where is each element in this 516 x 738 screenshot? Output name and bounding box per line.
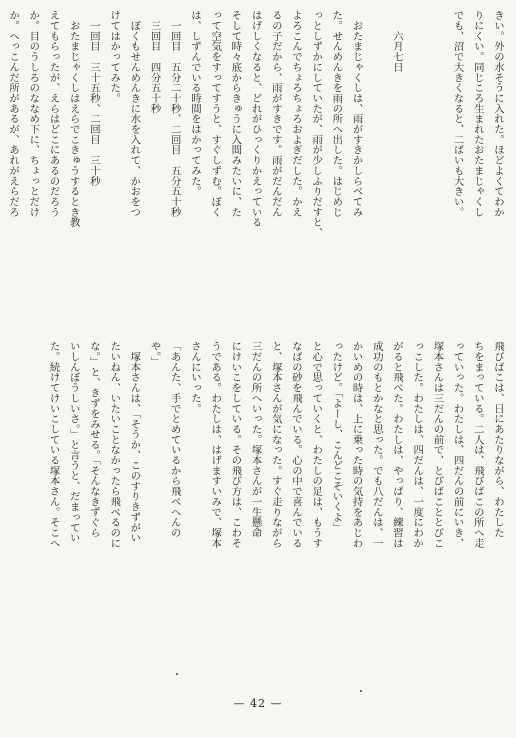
text-column: がると飛べた。わたしは、やっぱり、練習は: [390, 341, 403, 549]
text-column: た。続けてけいこしている塚本さん。そこへ: [47, 341, 60, 549]
text-column: [367, 10, 387, 328]
text-column: そして時々底からきゅうに入間みたいに、た: [229, 10, 242, 218]
text-column: でも、沼で大きくなると、二ばいも大きい。: [451, 10, 464, 218]
text-column: よろこんでちょろちょろおよぎだした。かえ: [289, 10, 302, 218]
text-column: なばの砂を飛んでいる。心の中で喜んでいる: [289, 341, 302, 549]
text-column: っていった。わたしは、四だんの前にいき、: [451, 341, 464, 549]
text-column: 塚本さんは三だんの前で、とびばこととびこ: [431, 341, 444, 549]
text-column: っこした。わたしは、四だんは、一度にわか: [411, 341, 424, 549]
text-column: [23, 341, 43, 687]
text-column: きい。外の水そうに入れた。ほどよくてわか: [492, 10, 504, 218]
text-column: っとしずかにしていたが、雨が少しふりだすと、: [310, 10, 323, 238]
text-column: ぼくもせんめんきに水を入れて、かおをつ: [128, 10, 141, 218]
text-column: たいねん、いたいことなかったら飛べるのに: [108, 341, 121, 549]
text-column: か。へっこんだ所があるが、あれがえらだろ: [7, 10, 20, 218]
text-column: って空気をすってすうと、すぐしずむ。ぼく: [209, 10, 222, 218]
upper-text-block: [0, 10, 508, 328]
text-column: や。」: [148, 341, 161, 367]
text-column: うである。わたしは、はげますいみで、塚本: [209, 341, 222, 549]
text-column: さんにいった。: [188, 341, 201, 414]
text-column: かいめの時は、上に乗った時の気持をあじわ: [350, 341, 363, 549]
text-column: と心で思っていくと、わたしの足は、もうす: [310, 341, 323, 549]
print-speck: [176, 673, 178, 675]
text-column: 塚本さんは、「そうか、このすりきずがい: [128, 341, 141, 543]
text-column: は、しずんでいる時間をはかってみた。: [188, 10, 201, 197]
text-column: [407, 10, 427, 328]
text-column: 六月七日: [390, 10, 403, 73]
text-column: るの子だから、雨がすきです。雨がだんだん: [269, 10, 282, 218]
text-column: にけいこをしている。その飛び方は、こわそ: [229, 341, 242, 549]
text-column: ちをまっている。二人は、飛びばこの所へ走: [471, 341, 484, 549]
text-column: 三回目 四分五十秒: [148, 10, 161, 114]
text-column: [0, 341, 3, 687]
text-column: 一回目 三十五秒、二回目 三十秒: [87, 10, 100, 186]
print-speck: [360, 690, 362, 692]
text-column: 飛びばこは、日にあたりながら、わたした: [492, 341, 504, 538]
lower-text-block: [0, 341, 508, 687]
text-column: 成功のもとかなと思った。でも八だんは、一: [370, 341, 383, 549]
text-column: おたまじゃくしはえらでこきゅうするとき教: [67, 10, 80, 228]
text-column: ったけど。「よーし、こんどこそいくよ」: [330, 341, 343, 533]
text-column: 三だんの所へいった。塚本さんが一生懸命: [249, 341, 262, 538]
page-number: — 42 —: [233, 697, 283, 710]
text-column: か。目のうしろのななめ下に、ちょっとだけ: [27, 10, 40, 218]
text-column: 一回目 五分二十秒、二回目 五分五十秒: [168, 10, 181, 218]
text-column: いしんぼうしいさ。」と言うと、だまってい: [67, 341, 80, 543]
text-column: けてはかってみた。: [108, 10, 121, 104]
text-column: な。」と、きずをみせる。「そんなきずぐら: [87, 341, 100, 538]
text-column: と、塚本さんが気になった。すぐ走りながら: [269, 341, 282, 549]
text-column: はげしくなると、どれがひっくりかえっている: [249, 10, 262, 228]
text-column: [3, 341, 23, 687]
text-column: りにくい。同じころ生まれたおたまじゃくし: [471, 10, 484, 218]
text-column: おたまじゃくしは、雨がすきかしらべてみ: [350, 10, 363, 218]
text-column: えてもらったが、えらはどこにあるのだろう: [47, 10, 60, 218]
text-column: 「あんた、手でとめているから飛べへんの: [168, 341, 181, 538]
text-column: [427, 10, 447, 328]
text-column: た。せんめんきを雨の所へ出した。はじめじ: [330, 10, 343, 218]
